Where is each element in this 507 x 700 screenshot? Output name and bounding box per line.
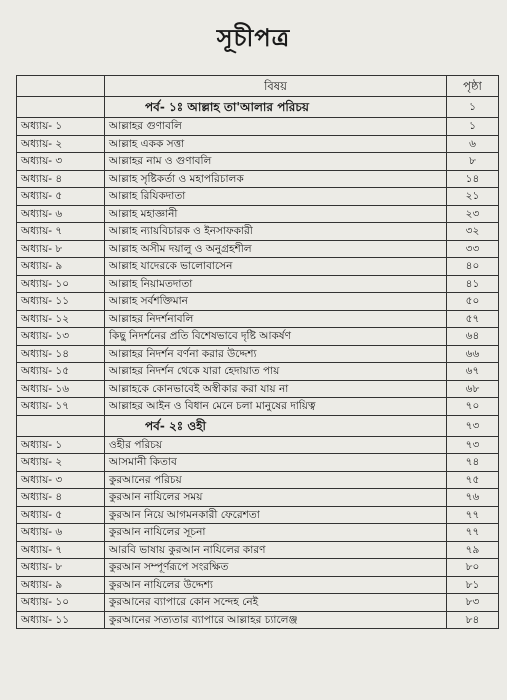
chapter-title: কুরআন নাযিলের উদ্দেশ্য	[105, 576, 447, 594]
chapter-number: অধ্যায়- ৯	[17, 258, 105, 276]
table-row	[17, 170, 499, 188]
chapter-title: কিছু নিদর্শনের প্রতি বিশেষভাবে দৃষ্টি আকর্ষণ	[105, 328, 447, 346]
chapter-page: ৮৩	[447, 594, 499, 612]
header-subject: বিষয়	[105, 76, 447, 97]
chapter-number: অধ্যায়- ১২	[17, 310, 105, 328]
chapter-number: অধ্যায়- ১৪	[17, 345, 105, 363]
chapter-page: ৭৯	[447, 541, 499, 559]
chapter-number: অধ্যায়- ৩	[17, 471, 105, 489]
chapter-page: ৭৩	[447, 436, 499, 454]
chapter-page: ৭৭	[447, 524, 499, 542]
chapter-page: ৬৮	[447, 380, 499, 398]
chapter-number: অধ্যায়- ৪	[17, 170, 105, 188]
chapter-page: ৩২	[447, 223, 499, 241]
table-body	[17, 97, 499, 629]
chapter-page: ৭০	[447, 398, 499, 416]
table-row	[17, 506, 499, 524]
chapter-number: অধ্যায়- ৯	[17, 576, 105, 594]
chapter-title: কুরআনের ব্যাপারে কোন সন্দেহ নেই	[105, 594, 447, 612]
chapter-page: ৭৪	[447, 454, 499, 472]
table-row	[17, 541, 499, 559]
chapter-page: ৩৩	[447, 240, 499, 258]
chapter-page: ৬৭	[447, 363, 499, 381]
chapter-number: অধ্যায়- ১১	[17, 611, 105, 629]
chapter-number: অধ্যায়- ২	[17, 454, 105, 472]
table-row	[17, 258, 499, 276]
table-row	[17, 363, 499, 381]
section-page: ৭৩	[447, 415, 499, 436]
chapter-title: আল্লাহ নিয়ামতদাতা	[105, 275, 447, 293]
chapter-number: অধ্যায়- ১০	[17, 594, 105, 612]
section-page: ১	[447, 97, 499, 118]
table-row	[17, 398, 499, 416]
chapter-page: ৮	[447, 153, 499, 171]
chapter-page: ৫০	[447, 293, 499, 311]
page-title: সূচীপত্র	[216, 24, 291, 52]
chapter-number: অধ্যায়- ৫	[17, 506, 105, 524]
table-row	[17, 436, 499, 454]
chapter-title: কুরআন নাযিলের সূচনা	[105, 524, 447, 542]
chapter-title: আল্লাহ রিযিকদাতা	[105, 188, 447, 206]
chapter-number: অধ্যায়- ৭	[17, 541, 105, 559]
chapter-title: আল্লাহ একক সত্তা	[105, 135, 447, 153]
chapter-title: আল্লাহ ন্যায়বিচারক ও ইনসাফকারী	[105, 223, 447, 241]
table-row	[17, 153, 499, 171]
section-blank	[17, 97, 105, 118]
chapter-number: অধ্যায়- ৭	[17, 223, 105, 241]
chapter-title: কুরআন সম্পূর্ণরূপে সংরক্ষিত	[105, 559, 447, 577]
table-row	[17, 275, 499, 293]
chapter-number: অধ্যায়- ৫	[17, 188, 105, 206]
table-row	[17, 454, 499, 472]
table-row	[17, 188, 499, 206]
table-row	[17, 345, 499, 363]
chapter-page: ৭৭	[447, 506, 499, 524]
chapter-title: ওহীর পরিচয়	[105, 436, 447, 454]
header-page: পৃষ্ঠা	[447, 76, 499, 97]
chapter-number: অধ্যায়- ২	[17, 135, 105, 153]
chapter-page: ৪১	[447, 275, 499, 293]
chapter-title: আল্লাহ যাদেরকে ভালোবাসেন	[105, 258, 447, 276]
section-header-row	[17, 97, 499, 118]
chapter-number: অধ্যায়- ১৭	[17, 398, 105, 416]
section-title: পর্ব- ১ঃ আল্লাহ তা'আলার পরিচয়	[105, 97, 447, 118]
chapter-title: কুরআন নাযিলের সময়	[105, 489, 447, 507]
chapter-title: আল্লাহর আইন ও বিধান মেনে চলা মানুষের দায়িত্ব	[105, 398, 447, 416]
chapter-number: অধ্যায়- ৪	[17, 489, 105, 507]
chapter-title: আল্লাহ অসীম দয়ালু ও অনুগ্রহশীল	[105, 240, 447, 258]
chapter-page: ৬৬	[447, 345, 499, 363]
contents-table	[16, 75, 499, 629]
chapter-title: আল্লাহর নাম ও গুণাবলি	[105, 153, 447, 171]
chapter-number: অধ্যায়- ৬	[17, 524, 105, 542]
chapter-title: আল্লাহ সৃষ্টিকর্তা ও মহাপরিচালক	[105, 170, 447, 188]
chapter-number: অধ্যায়- ১০	[17, 275, 105, 293]
chapter-number: অধ্যায়- ১	[17, 436, 105, 454]
table-row	[17, 489, 499, 507]
chapter-title: কুরআনের পরিচয়	[105, 471, 447, 489]
chapter-title: আল্লাহ মহাজ্ঞানী	[105, 205, 447, 223]
chapter-title: কুরআন নিয়ে আগমনকারী ফেরেশতা	[105, 506, 447, 524]
chapter-title: কুরআনের সত্যতার ব্যাপারে আল্লাহর চ্যালেঞ্জ	[105, 611, 447, 629]
chapter-number: অধ্যায়- ৬	[17, 205, 105, 223]
chapter-title: আল্লাহর নিদর্শন বর্ণনা করার উদ্দেশ্য	[105, 345, 447, 363]
chapter-page: ৭৬	[447, 489, 499, 507]
chapter-number: অধ্যায়- ১৫	[17, 363, 105, 381]
chapter-title: আল্লাহ সর্বশক্তিমান	[105, 293, 447, 311]
chapter-page: ৭৫	[447, 471, 499, 489]
chapter-number: অধ্যায়- ১৬	[17, 380, 105, 398]
table-row	[17, 293, 499, 311]
table-row	[17, 240, 499, 258]
chapter-number: অধ্যায়- ৮	[17, 559, 105, 577]
table-row	[17, 310, 499, 328]
table-row	[17, 471, 499, 489]
table-header-row	[17, 76, 499, 97]
chapter-page: ১	[447, 118, 499, 136]
header-blank	[17, 76, 105, 97]
chapter-page: ৬	[447, 135, 499, 153]
chapter-page: ১৪	[447, 170, 499, 188]
chapter-page: ২১	[447, 188, 499, 206]
chapter-page: ৮০	[447, 559, 499, 577]
chapter-number: অধ্যায়- ১৩	[17, 328, 105, 346]
table-row	[17, 594, 499, 612]
table-row	[17, 559, 499, 577]
chapter-page: ৬৪	[447, 328, 499, 346]
chapter-title: আল্লাহকে কোনভাবেই অস্বীকার করা যায় না	[105, 380, 447, 398]
chapter-title: আল্লাহর নিদর্শন থেকে যারা হেদায়াত পায়	[105, 363, 447, 381]
table-row	[17, 576, 499, 594]
chapter-number: অধ্যায়- ৩	[17, 153, 105, 171]
chapter-title: আরবি ভাষায় কুরআন নাযিলের কারণ	[105, 541, 447, 559]
chapter-number: অধ্যায়- ৮	[17, 240, 105, 258]
chapter-title: আসমানী কিতাব	[105, 454, 447, 472]
table-row	[17, 380, 499, 398]
table-row	[17, 118, 499, 136]
chapter-page: ২৩	[447, 205, 499, 223]
section-title: পর্ব- ২ঃ ওহী	[105, 415, 447, 436]
table-row	[17, 328, 499, 346]
section-blank	[17, 415, 105, 436]
table-row	[17, 611, 499, 629]
chapter-page: ৫৭	[447, 310, 499, 328]
section-header-row	[17, 415, 499, 436]
table-row	[17, 205, 499, 223]
chapter-number: অধ্যায়- ১	[17, 118, 105, 136]
chapter-number: অধ্যায়- ১১	[17, 293, 105, 311]
chapter-title: আল্লাহর নিদর্শনাবলি	[105, 310, 447, 328]
table-row	[17, 135, 499, 153]
chapter-page: ৪০	[447, 258, 499, 276]
chapter-page: ৮১	[447, 576, 499, 594]
chapter-page: ৮৪	[447, 611, 499, 629]
chapter-title: আল্লাহর গুণাবলি	[105, 118, 447, 136]
table-row	[17, 223, 499, 241]
table-row	[17, 524, 499, 542]
